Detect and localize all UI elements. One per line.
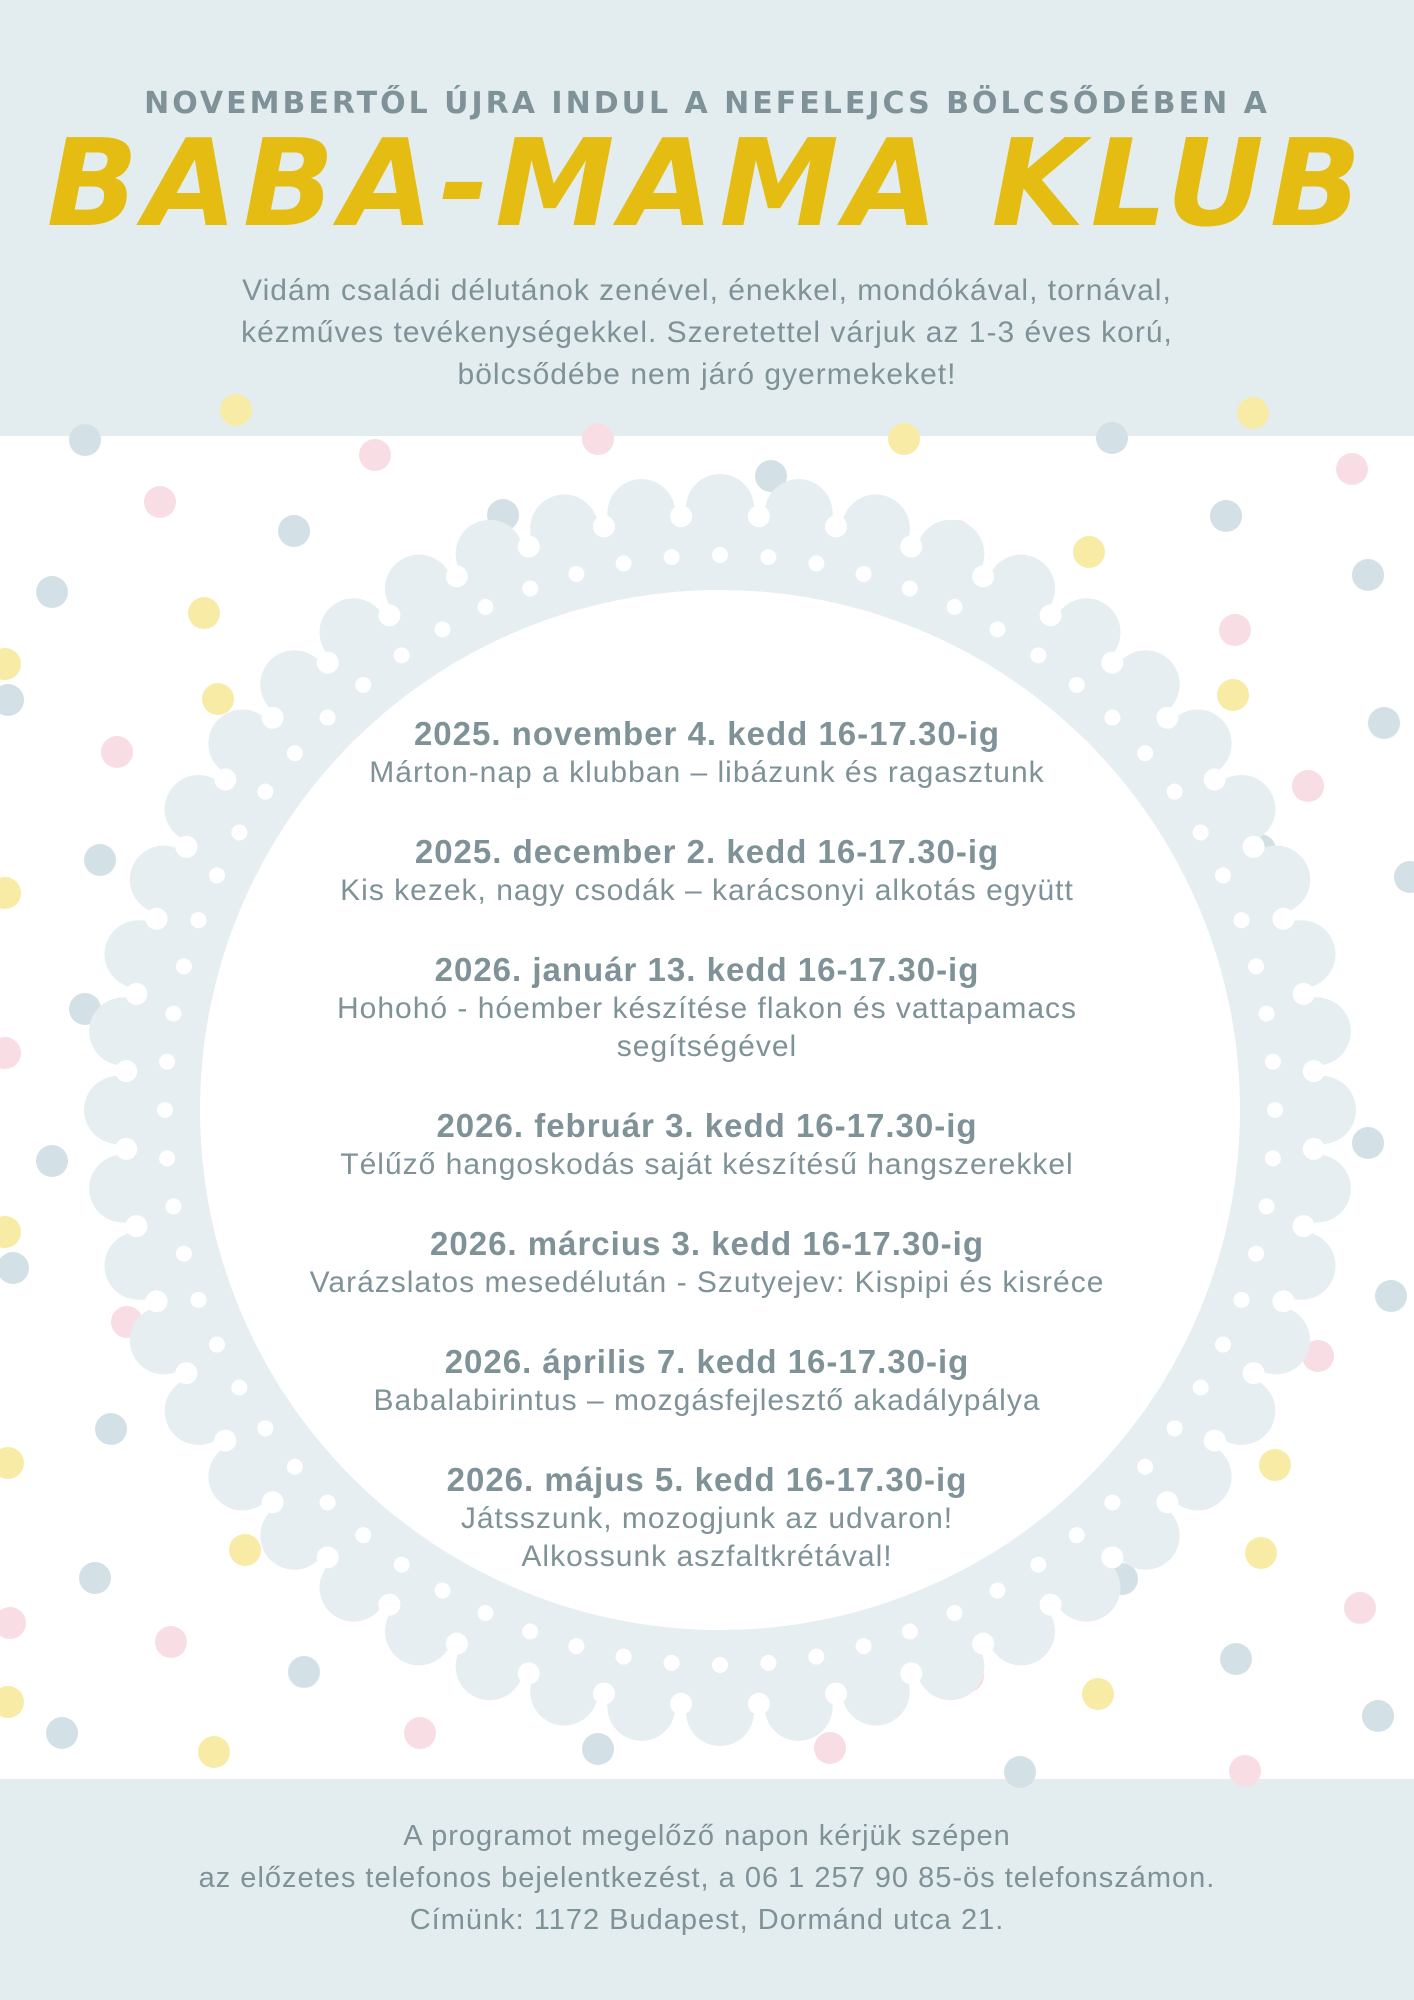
- doily-hole: [1040, 604, 1062, 626]
- doily-hole: [190, 1292, 206, 1308]
- doily-hole: [1267, 1102, 1283, 1118]
- intro-line: kézműves tevékenységekkel. Szeretettel várjuk az 1-3 éves korú,: [241, 316, 1173, 349]
- doily-hole: [394, 647, 410, 663]
- doily-hole: [176, 1246, 192, 1262]
- doily-hole: [1193, 1380, 1209, 1396]
- doily-hole: [1234, 1292, 1250, 1308]
- event-item: [230, 1342, 1184, 1420]
- doily-hole: [748, 505, 770, 527]
- doily-hole: [518, 536, 540, 558]
- footer-line: Címünk: 1172 Budapest, Dormánd utca 21.: [409, 1904, 1005, 1936]
- doily-hole: [209, 867, 225, 883]
- doily-hole: [378, 604, 400, 626]
- doily-hole: [165, 1198, 181, 1214]
- doily-hole: [477, 599, 493, 615]
- doily-hole: [146, 1290, 168, 1312]
- doily-hole: [972, 1633, 994, 1655]
- doily-hole: [125, 1215, 147, 1237]
- event-description: Kis kezek, nagy csodák – karácsonyi alkotás együtt: [340, 874, 1074, 907]
- page-title: BABA-MAMA KLUB: [46, 115, 1368, 254]
- doily-hole: [670, 1693, 692, 1715]
- doily-hole: [446, 1633, 468, 1655]
- doily-hole: [159, 1150, 175, 1166]
- intro-line: Vidám családi délutánok zenével, énekkel, mondókával, tornával,: [242, 274, 1172, 307]
- event-date: 2026. február 3. kedd 16-17.30-ig: [436, 1107, 978, 1144]
- doily-hole: [748, 1693, 770, 1715]
- doily-hole: [1248, 1246, 1264, 1262]
- footer-line: az előzetes telefonos bejelentkezést, a 06 1 257 90 85-ös telefonszámon.: [198, 1862, 1216, 1894]
- doily-hole: [518, 1662, 540, 1684]
- doily-hole: [900, 536, 922, 558]
- doily-hole: [1243, 836, 1265, 858]
- footer-line: A programot megelőző napon kérjük szépen: [403, 1820, 1011, 1852]
- doily-hole: [825, 515, 847, 537]
- doily-hole: [1303, 1060, 1325, 1082]
- doily-hole: [900, 1662, 922, 1684]
- event-description: Márton-nap a klubban – libázunk és ragasztunk: [369, 756, 1045, 789]
- doily-hole: [1259, 1006, 1275, 1022]
- doily-hole: [446, 565, 468, 587]
- doily-hole: [1265, 1054, 1281, 1070]
- event-date: 2026. március 3. kedd 16-17.30-ig: [430, 1225, 984, 1262]
- doily-hole: [593, 1683, 615, 1705]
- doily-hole: [1193, 825, 1209, 841]
- doily-hole: [435, 621, 451, 637]
- event-item: [230, 950, 1184, 1066]
- intro-line: bölcsődébe nem járó gyermekeket!: [457, 358, 957, 391]
- doily-hole: [190, 912, 206, 928]
- doily-hole: [760, 549, 776, 565]
- event-date: 2025. november 4. kedd 16-17.30-ig: [413, 715, 1001, 752]
- doily-hole: [317, 652, 339, 674]
- event-list: [230, 714, 1184, 1616]
- event-date: 2026. május 5. kedd 16-17.30-ig: [446, 1461, 968, 1498]
- doily-hole: [522, 580, 538, 596]
- doily-hole: [1215, 867, 1231, 883]
- doily-hole: [1204, 768, 1226, 790]
- event-date: 2025. december 2. kedd 16-17.30-ig: [414, 833, 1000, 870]
- doily-hole: [1272, 1290, 1294, 1312]
- doily-hole: [808, 555, 824, 571]
- doily-hole: [902, 1624, 918, 1640]
- doily-hole: [1272, 908, 1294, 930]
- doily-hole: [947, 599, 963, 615]
- doily-hole: [1265, 1150, 1281, 1166]
- doily-hole: [1303, 1138, 1325, 1160]
- doily-hole: [712, 547, 728, 563]
- doily-hole: [712, 1657, 728, 1673]
- doily-hole: [209, 1337, 225, 1353]
- doily-hole: [1101, 652, 1123, 674]
- event-item: [230, 1460, 1184, 1576]
- doily-hole: [760, 1655, 776, 1671]
- doily-hole: [125, 983, 147, 1005]
- doily-hole: [1259, 1198, 1275, 1214]
- doily-hole: [1293, 983, 1315, 1005]
- event-description: Alkossunk aszfaltkrétával!: [521, 1540, 893, 1573]
- intro-text: [150, 270, 1264, 396]
- event-description: segítségével: [616, 1030, 798, 1063]
- doily-hole: [664, 549, 680, 565]
- doily-hole: [825, 1683, 847, 1705]
- event-description: Varázslatos mesedélután - Szutyejev: Kispipi és kisréce: [309, 1266, 1105, 1299]
- doily-hole: [146, 908, 168, 930]
- doily-hole: [175, 1362, 197, 1384]
- doily-hole: [856, 1638, 872, 1654]
- doily-hole: [568, 1638, 584, 1654]
- doily-hole: [115, 1060, 137, 1082]
- doily-hole: [568, 566, 584, 582]
- doily-hole: [856, 566, 872, 582]
- doily-hole: [1215, 1337, 1231, 1353]
- doily-hole: [1234, 912, 1250, 928]
- doily-hole: [990, 621, 1006, 637]
- doily-hole: [1069, 677, 1085, 693]
- doily-hole: [175, 836, 197, 858]
- doily-hole: [1293, 1215, 1315, 1237]
- event-description: Játsszunk, mozogjunk az udvaron!: [460, 1502, 954, 1535]
- event-item: [230, 1224, 1184, 1302]
- doily-hole: [664, 1655, 680, 1671]
- doily-hole: [972, 565, 994, 587]
- event-item: [230, 1106, 1184, 1184]
- event-description: Babalabirintus – mozgásfejlesztő akadálypálya: [373, 1384, 1041, 1417]
- event-item: [230, 714, 1184, 792]
- doily-hole: [522, 1624, 538, 1640]
- doily-hole: [1030, 647, 1046, 663]
- doily-hole: [157, 1102, 173, 1118]
- header-subtitle: NOVEMBERTŐL ÚJRA INDUL A NEFELEJCS BÖLCSŐDÉBEN A: [144, 86, 1270, 121]
- event-date: 2026. január 13. kedd 16-17.30-ig: [434, 951, 980, 988]
- doily-hole: [1243, 1362, 1265, 1384]
- event-date: 2026. április 7. kedd 16-17.30-ig: [444, 1343, 970, 1380]
- doily-hole: [1248, 958, 1264, 974]
- doily-hole: [159, 1054, 175, 1070]
- footer-text: [0, 1815, 1414, 1941]
- doily-hole: [808, 1649, 824, 1665]
- doily-hole: [1204, 1430, 1226, 1452]
- doily-hole: [355, 677, 371, 693]
- event-description: Télűző hangoskodás saját készítésű hangszerekkel: [340, 1148, 1074, 1181]
- doily-hole: [670, 505, 692, 527]
- event-description: Hohohó - hóember készítése flakon és vattapamacs: [336, 992, 1078, 1025]
- doily-hole: [902, 580, 918, 596]
- doily-hole: [165, 1006, 181, 1022]
- doily-hole: [616, 1649, 632, 1665]
- event-item: [230, 832, 1184, 910]
- doily-hole: [616, 555, 632, 571]
- doily-hole: [593, 515, 615, 537]
- doily-hole: [176, 958, 192, 974]
- doily-hole: [115, 1138, 137, 1160]
